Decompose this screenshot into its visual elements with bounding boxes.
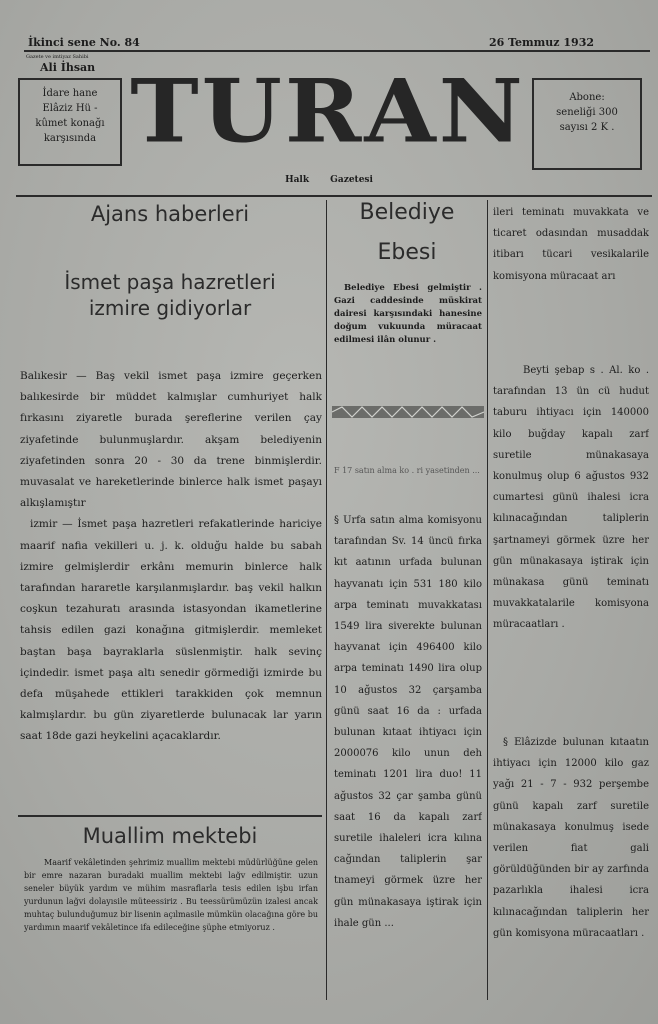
newspaper-subtitle: Halk Gazetesi — [285, 175, 373, 185]
subscription-line: sayısı 2 K . — [559, 122, 615, 133]
notice-gaz-yagi: § Elâzizde bulunan kıtaatın ihtiyacı için 12000 kilo gaz yağı 21 - 7 - 932 perşembe günü kapalı zarf suretile münakasaya konulmuş isede verilen fiat gali görüldüğünden bir ay zarfında pazarlıkla ihalesi icra kılınacağından taliplerin her gün komisyona müracaatları . — [493, 737, 649, 939]
address-box — [18, 78, 122, 166]
article-paragraph: izmir — İsmet paşa hazretleri refakatlerinde hariciye maarif nafia vekilleri u. j. k. olduğu halde bu sabah izmire gelmişlerdir erkânı memurin binlerce halk tarafından hararetle karşılanmışlardır. baş vekil halkın coşkun tezahuratı arasında istasyondan ikametlerine tahsis edilen gazi konağına gitmişlerdir. memleket baştan başa bayraklarla süslenmiştir. halk sevinç içindedir. ismet paşa altı senedir görmediği izmirde bu defa müşahede ettikleri tarakkiden çok memnun kalmışlardır. bu gün ziyaretlerde bulunacak lar yarın saat 18de gazi heykelini açacaklardır. — [20, 518, 322, 743]
address-line: karşısında — [43, 133, 97, 144]
article-muallim-mektebi: Maarif vekâletinden şehrimiz muallim mektebi müdürlüğüne gelen bir emre nazaran buradaki muallim mektebi lağv edilmiştir. uzun seneler büyük yardım ve mühim masraflarla tesis edilen işbu irfan yurdunun lağvi dolayısile müteessiriz . Bu teessürümüzün izalesi ancak muhtaç bulunduğumuz bir lisenin açılmasile mümkün olacağına göre bu yardımın maarif vekâletince ifa edileceğine şüphe etmiyoruz . — [24, 858, 318, 932]
top-rule — [24, 50, 650, 52]
headline-line2: izmire gidiyorlar — [88, 296, 252, 320]
newspaper-title: TURAN — [130, 59, 526, 163]
notice-urfa-arpa: § Urfa satın alma komisyonu tarafından Sv. 14 üncü fırka kıt aatının urfada bulunan hayvanatı için 531 180 kilo arpa teminatı muvakkatası 1549 lira siverekte bulunan hayvanat için 496400 kilo arpa teminatı 1490 lira olup 10 ağustos 32 çarşamba günü saat 16 da : urfada bulunan kıtaat ihtiyacı için 2000076 kilo unun deh teminatı 1201 lira duo! 11 ağustos 32 çar şamba günü saat 16 da kapalı zarf suretile ihaleleri icra kılına cağından taliplerin şar tnameyi görmek üzre her gün münakasaya iştirak için ihale gün ... — [334, 515, 482, 929]
section-title-belediye: Belediye — [359, 200, 455, 225]
column-rule — [487, 200, 488, 1000]
owner-label: Gazete ve imtiyaz Sahibi — [26, 54, 89, 60]
notice-faded: F 17 satın alma ko . ri yasetinden ... — [334, 466, 480, 475]
subscription-line: Abone: — [569, 92, 605, 103]
article-ismet-pasa — [20, 366, 322, 802]
section-title-ajans: Ajans haberleri — [90, 202, 250, 226]
address-line: kûmet konağı — [35, 118, 105, 129]
notice-bugday: Beyti şebap s . Al. ko . tarafından 13 ün cü hudut taburu ihtiyacı için 140000 kilo buğday kapalı zarf suretile münakasaya konulmuş olup 6 ağustos 932 cumartesi günü ihalesi icra kılınacağından taliplerin şartnameyi görmek üzre her gün münakasaya iştirak için münakasa günü teminatı muvakkatalarile komisyona müracaatları . — [493, 365, 649, 631]
article-paragraph: Balıkesir — Baş vekil ismet paşa izmire geçerken balıkesirde bir müddet kalmışlar cumhuriyet halk fırkasını ziyaretle burada şereflerine verilen çay ziyafetinde bulunmuşlardır. akşam belediyenin ziyafetinden sonra 20 - 30 da trene binmişlerdir. muvasalat ve hareketlerinde binlerce halk ismet paşayı alkışlamıştır — [20, 370, 322, 510]
owner-name: Ali İhsan — [40, 61, 96, 74]
address-line: Elâziz Hü - — [42, 103, 98, 114]
subscription-line: seneliği 300 — [556, 107, 618, 118]
subscription-box — [532, 78, 642, 170]
section-title-muallim: Muallim mektebi — [82, 824, 258, 848]
headline-line1: İsmet paşa hazretleri — [64, 270, 276, 294]
address-line: İdare hane — [42, 88, 98, 99]
ornament-divider — [332, 404, 484, 420]
notice-continuation: ileri teminatı muvakkata ve ticaret odasından musaddak itibarı tücari vesikalarile komisyona müracaat arı — [493, 207, 649, 282]
notice-belediye-ebesi: Belediye Ebesi gelmiştir . Gazi caddesinde müskirat dairesi karşısındaki hanesine doğum vukuunda müracaat edilmesi ilân olunur . — [334, 283, 482, 345]
section-title-ebesi: Ebesi — [377, 240, 437, 265]
issue-number: İkinci sene No. 84 — [28, 36, 140, 49]
column-rule — [326, 200, 327, 1000]
header-rule — [16, 195, 652, 197]
article-rule — [18, 815, 322, 817]
issue-date: 26 Temmuz 1932 — [488, 36, 594, 49]
